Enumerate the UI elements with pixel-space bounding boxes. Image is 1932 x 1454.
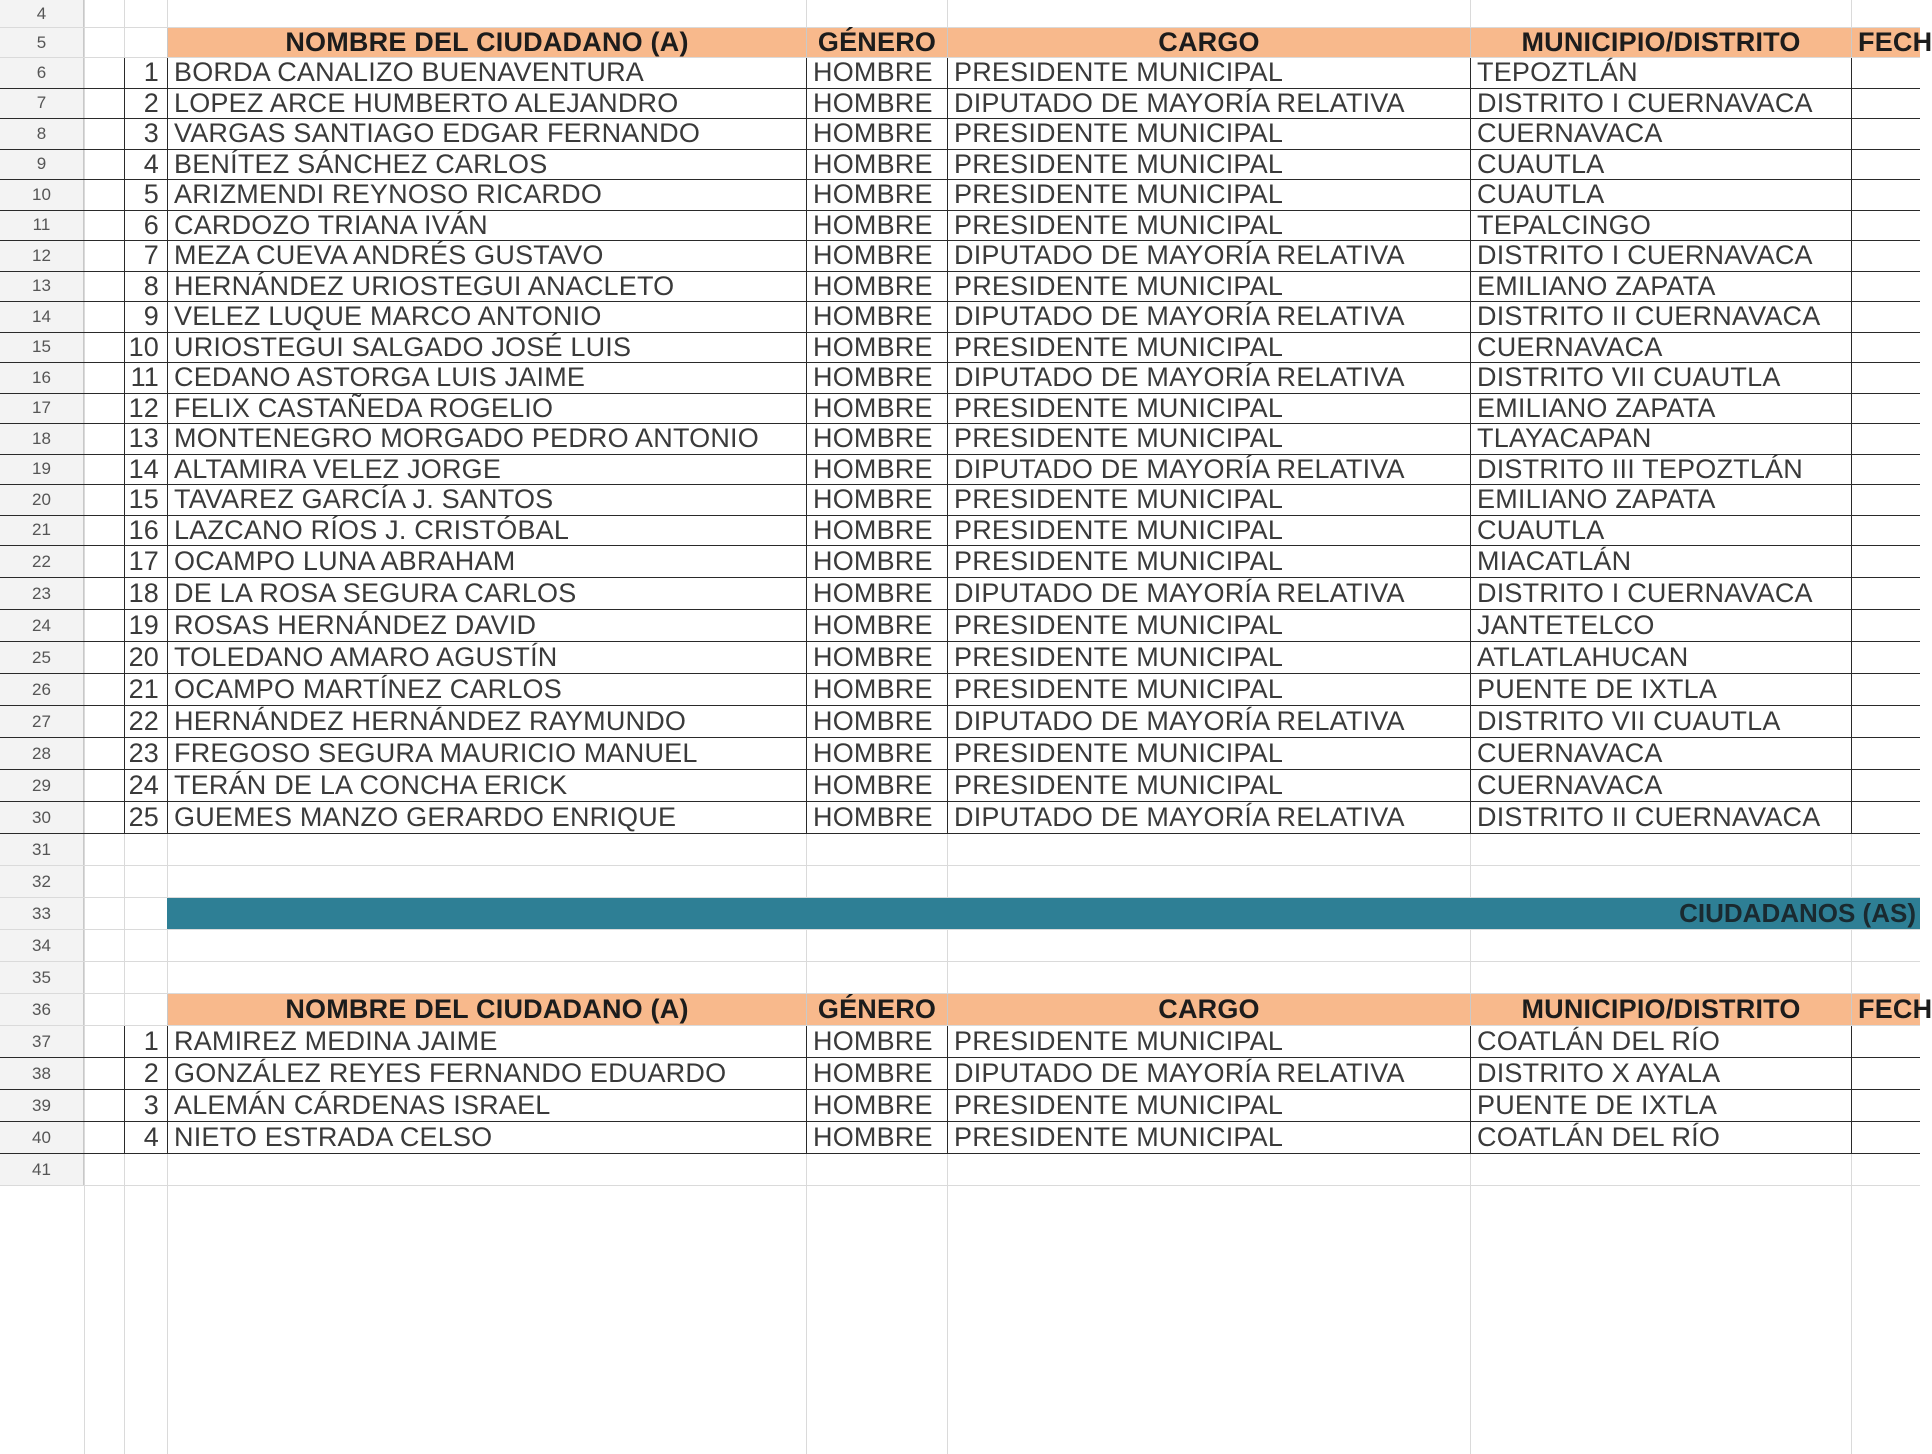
table-row: [0, 455, 1920, 486]
cell-cargo[interactable]: DIPUTADO DE MAYORÍA RELATIVA: [947, 89, 1470, 119]
row-number[interactable]: 23: [0, 578, 84, 609]
cell-municipio[interactable]: EMILIANO ZAPATA: [1470, 272, 1851, 302]
cell-name[interactable]: CARDOZO TRIANA IVÁN: [167, 211, 806, 241]
table-row: [0, 1122, 1920, 1154]
column-header-fecha[interactable]: FECH: [1851, 994, 1920, 1025]
cell-cargo[interactable]: DIPUTADO DE MAYORÍA RELATIVA: [947, 302, 1470, 332]
table-row: [0, 642, 1920, 674]
cell-cargo[interactable]: PRESIDENTE MUNICIPAL: [947, 738, 1470, 769]
table-row: [0, 1058, 1920, 1090]
cell-n[interactable]: 17: [124, 546, 167, 577]
cell-gender[interactable]: HOMBRE: [806, 272, 947, 302]
sheet-row: [0, 27, 1932, 58]
sheet-row: [0, 866, 1920, 898]
table-row: [0, 546, 1920, 578]
cell-fecha[interactable]: [1851, 1090, 1920, 1121]
cell-municipio[interactable]: CUAUTLA: [1470, 150, 1851, 180]
table-row: [0, 802, 1920, 834]
table-row: [0, 272, 1920, 303]
cell-name[interactable]: GONZÁLEZ REYES FERNANDO EDUARDO: [167, 1058, 806, 1089]
cell-gender[interactable]: HOMBRE: [806, 1122, 947, 1153]
cell-name[interactable]: NIETO ESTRADA CELSO: [167, 1122, 806, 1153]
cell-municipio[interactable]: DISTRITO I CUERNAVACA: [1470, 241, 1851, 271]
column-header-cargo[interactable]: CARGO: [947, 994, 1470, 1025]
cell-municipio[interactable]: PUENTE DE IXTLA: [1470, 1090, 1851, 1121]
cell-municipio[interactable]: CUERNAVACA: [1470, 333, 1851, 363]
cell-gender[interactable]: HOMBRE: [806, 424, 947, 454]
cell-cargo[interactable]: PRESIDENTE MUNICIPAL: [947, 333, 1470, 363]
cell-fecha[interactable]: [1851, 1058, 1920, 1089]
cell-n[interactable]: 3: [124, 1090, 167, 1121]
cell-n[interactable]: 22: [124, 706, 167, 737]
cell-n[interactable]: 7: [124, 241, 167, 271]
cell-cargo[interactable]: PRESIDENTE MUNICIPAL: [947, 211, 1470, 241]
row-number[interactable]: 18: [0, 424, 84, 454]
cell-cargo[interactable]: PRESIDENTE MUNICIPAL: [947, 770, 1470, 801]
cell-gender[interactable]: HOMBRE: [806, 211, 947, 241]
cell-n[interactable]: 9: [124, 302, 167, 332]
sheet-row: [0, 962, 1920, 994]
table-row: [0, 58, 1920, 89]
cell-fecha[interactable]: [1851, 272, 1920, 302]
cell-n[interactable]: 21: [124, 674, 167, 705]
row-number[interactable]: 28: [0, 738, 84, 769]
cell-n[interactable]: 3: [124, 119, 167, 149]
column-header-municipio[interactable]: MUNICIPIO/DISTRITO: [1470, 994, 1851, 1025]
column-header-fecha[interactable]: FECH: [1851, 28, 1920, 57]
cell-cargo[interactable]: PRESIDENTE MUNICIPAL: [947, 119, 1470, 149]
column-header-gender[interactable]: GÉNERO: [806, 994, 947, 1025]
cell-municipio[interactable]: DISTRITO II CUERNAVACA: [1470, 302, 1851, 332]
table-row: [0, 363, 1920, 394]
cell-name[interactable]: BORDA CANALIZO BUENAVENTURA: [167, 58, 806, 88]
sheet-row: [0, 0, 1920, 28]
cell-name[interactable]: OCAMPO LUNA ABRAHAM: [167, 546, 806, 577]
row-number[interactable]: 38: [0, 1058, 84, 1089]
table-row: [0, 578, 1920, 610]
cell-municipio[interactable]: MIACATLÁN: [1470, 546, 1851, 577]
cell-n[interactable]: 4: [124, 1122, 167, 1153]
row-number[interactable]: 17: [0, 394, 84, 424]
table-row: [0, 150, 1920, 181]
cell-name[interactable]: MEZA CUEVA ANDRÉS GUSTAVO: [167, 241, 806, 271]
cell-n[interactable]: 10: [124, 333, 167, 363]
cell-cargo[interactable]: PRESIDENTE MUNICIPAL: [947, 180, 1470, 210]
cell-municipio[interactable]: COATLÁN DEL RÍO: [1470, 1026, 1851, 1057]
cell-fecha[interactable]: [1851, 455, 1920, 485]
cell-gender[interactable]: HOMBRE: [806, 363, 947, 393]
cell-n[interactable]: 13: [124, 424, 167, 454]
cell-fecha[interactable]: [1851, 642, 1920, 673]
cell-gender[interactable]: HOMBRE: [806, 1090, 947, 1121]
cell-name[interactable]: FELIX CASTAÑEDA ROGELIO: [167, 394, 806, 424]
cell-fecha[interactable]: [1851, 674, 1920, 705]
cell-n[interactable]: 15: [124, 485, 167, 515]
cell-n[interactable]: 5: [124, 180, 167, 210]
cell-n[interactable]: 25: [124, 802, 167, 833]
row-number[interactable]: 6: [0, 58, 84, 88]
cell-fecha[interactable]: [1851, 241, 1920, 271]
cell-fecha[interactable]: [1851, 738, 1920, 769]
cell-fecha[interactable]: [1851, 1026, 1920, 1057]
row-number[interactable]: 27: [0, 706, 84, 737]
section-banner: CIUDADANOS (AS): [167, 898, 1920, 929]
row-number[interactable]: 26: [0, 674, 84, 705]
cell-cargo[interactable]: PRESIDENTE MUNICIPAL: [947, 150, 1470, 180]
column-header-name[interactable]: NOMBRE DEL CIUDADANO (A): [167, 994, 806, 1025]
cell-municipio[interactable]: CUERNAVACA: [1470, 119, 1851, 149]
cell-cargo[interactable]: DIPUTADO DE MAYORÍA RELATIVA: [947, 363, 1470, 393]
row-number[interactable]: 30: [0, 802, 84, 833]
cell-cargo[interactable]: DIPUTADO DE MAYORÍA RELATIVA: [947, 578, 1470, 609]
sheet-row: [0, 834, 1920, 866]
cell-gender[interactable]: HOMBRE: [806, 485, 947, 515]
cell-gender[interactable]: HOMBRE: [806, 119, 947, 149]
cell-fecha[interactable]: [1851, 424, 1920, 454]
column-header-gender[interactable]: GÉNERO: [806, 28, 947, 57]
cell-gender[interactable]: HOMBRE: [806, 642, 947, 673]
cell-cargo[interactable]: PRESIDENTE MUNICIPAL: [947, 1026, 1470, 1057]
cell-name[interactable]: RAMIREZ MEDINA JAIME: [167, 1026, 806, 1057]
cell-name[interactable]: LOPEZ ARCE HUMBERTO ALEJANDRO: [167, 89, 806, 119]
cell-cargo[interactable]: PRESIDENTE MUNICIPAL: [947, 272, 1470, 302]
row-number[interactable]: 41: [0, 1154, 84, 1185]
cell-name[interactable]: HERNÁNDEZ URIOSTEGUI ANACLETO: [167, 272, 806, 302]
row-number[interactable]: 5: [0, 28, 84, 57]
cell-gender[interactable]: HOMBRE: [806, 770, 947, 801]
cell-fecha[interactable]: [1851, 89, 1920, 119]
cell-fecha[interactable]: [1851, 119, 1920, 149]
cell-gender[interactable]: HOMBRE: [806, 578, 947, 609]
table-row: [0, 610, 1920, 642]
row-number[interactable]: 12: [0, 241, 84, 271]
cell-municipio[interactable]: EMILIANO ZAPATA: [1470, 394, 1851, 424]
cell-municipio[interactable]: DISTRITO III TEPOZTLÁN: [1470, 455, 1851, 485]
table-row: [0, 180, 1920, 211]
table-row: [0, 738, 1920, 770]
cell-n[interactable]: 18: [124, 578, 167, 609]
cell-municipio[interactable]: TEPALCINGO: [1470, 211, 1851, 241]
cell-name[interactable]: GUEMES MANZO GERARDO ENRIQUE: [167, 802, 806, 833]
cell-cargo[interactable]: PRESIDENTE MUNICIPAL: [947, 1122, 1470, 1153]
row-number[interactable]: 40: [0, 1122, 84, 1153]
cell-gender[interactable]: HOMBRE: [806, 150, 947, 180]
cell-n[interactable]: 14: [124, 455, 167, 485]
cell-name[interactable]: TOLEDANO AMARO AGUSTÍN: [167, 642, 806, 673]
cell-municipio[interactable]: EMILIANO ZAPATA: [1470, 485, 1851, 515]
row-number[interactable]: 25: [0, 642, 84, 673]
row-number[interactable]: 39: [0, 1090, 84, 1121]
row-number[interactable]: 22: [0, 546, 84, 577]
cell-cargo[interactable]: PRESIDENTE MUNICIPAL: [947, 58, 1470, 88]
cell-cargo[interactable]: PRESIDENTE MUNICIPAL: [947, 516, 1470, 546]
cell-name[interactable]: TERÁN DE LA CONCHA ERICK: [167, 770, 806, 801]
cell-municipio[interactable]: JANTETELCO: [1470, 610, 1851, 641]
cell-gender[interactable]: HOMBRE: [806, 1058, 947, 1089]
row-number[interactable]: 21: [0, 516, 84, 546]
cell-name[interactable]: OCAMPO MARTÍNEZ CARLOS: [167, 674, 806, 705]
row-number[interactable]: 19: [0, 455, 84, 485]
cell-name[interactable]: ALTAMIRA VELEZ JORGE: [167, 455, 806, 485]
table-row: [0, 706, 1920, 738]
row-number[interactable]: 4: [0, 0, 84, 27]
row-number[interactable]: 32: [0, 866, 84, 897]
cell-cargo[interactable]: DIPUTADO DE MAYORÍA RELATIVA: [947, 706, 1470, 737]
cell-name[interactable]: FREGOSO SEGURA MAURICIO MANUEL: [167, 738, 806, 769]
cell-n[interactable]: 1: [124, 1026, 167, 1057]
cell-cargo[interactable]: DIPUTADO DE MAYORÍA RELATIVA: [947, 802, 1470, 833]
table-row: [0, 674, 1920, 706]
cell-municipio[interactable]: TLAYACAPAN: [1470, 424, 1851, 454]
cell-n[interactable]: 6: [124, 211, 167, 241]
cell-n[interactable]: 19: [124, 610, 167, 641]
table-row: [0, 333, 1920, 364]
cell-n[interactable]: 16: [124, 516, 167, 546]
cell-name[interactable]: BENÍTEZ SÁNCHEZ CARLOS: [167, 150, 806, 180]
table-row: [0, 394, 1920, 425]
cell-cargo[interactable]: DIPUTADO DE MAYORÍA RELATIVA: [947, 241, 1470, 271]
cell-gender[interactable]: HOMBRE: [806, 1026, 947, 1057]
cell-gender[interactable]: HOMBRE: [806, 180, 947, 210]
cell-gender[interactable]: HOMBRE: [806, 455, 947, 485]
cell-n[interactable]: 1: [124, 58, 167, 88]
cell-name[interactable]: TAVAREZ GARCÍA J. SANTOS: [167, 485, 806, 515]
row-number[interactable]: 31: [0, 834, 84, 865]
cell-fecha[interactable]: [1851, 485, 1920, 515]
row-number[interactable]: 13: [0, 272, 84, 302]
cell-fecha[interactable]: [1851, 333, 1920, 363]
cell-municipio[interactable]: CUERNAVACA: [1470, 770, 1851, 801]
table-row: [0, 211, 1920, 242]
sheet-row: [0, 1154, 1920, 1186]
cell-municipio[interactable]: COATLÁN DEL RÍO: [1470, 1122, 1851, 1153]
cell-cargo[interactable]: PRESIDENTE MUNICIPAL: [947, 546, 1470, 577]
cell-gender[interactable]: HOMBRE: [806, 333, 947, 363]
cell-n[interactable]: 23: [124, 738, 167, 769]
cell-municipio[interactable]: DISTRITO VII CUAUTLA: [1470, 363, 1851, 393]
row-number[interactable]: 10: [0, 180, 84, 210]
table-row: [0, 302, 1920, 333]
cell-municipio[interactable]: CUAUTLA: [1470, 180, 1851, 210]
cell-fecha[interactable]: [1851, 610, 1920, 641]
table-row: [0, 485, 1920, 516]
cell-n[interactable]: 24: [124, 770, 167, 801]
cell-fecha[interactable]: [1851, 58, 1920, 88]
row-number[interactable]: 20: [0, 485, 84, 515]
cell-name[interactable]: MONTENEGRO MORGADO PEDRO ANTONIO: [167, 424, 806, 454]
cell-gender[interactable]: HOMBRE: [806, 302, 947, 332]
row-number[interactable]: 29: [0, 770, 84, 801]
column-header-name[interactable]: NOMBRE DEL CIUDADANO (A): [167, 28, 806, 57]
row-number[interactable]: 34: [0, 930, 84, 961]
cell-name[interactable]: VARGAS SANTIAGO EDGAR FERNANDO: [167, 119, 806, 149]
row-number[interactable]: 37: [0, 1026, 84, 1057]
cell-gender[interactable]: HOMBRE: [806, 516, 947, 546]
table-row: [0, 516, 1920, 547]
cell-cargo[interactable]: PRESIDENTE MUNICIPAL: [947, 424, 1470, 454]
cell-fecha[interactable]: [1851, 1122, 1920, 1153]
table-row: [0, 424, 1920, 455]
cell-municipio[interactable]: ATLATLAHUCAN: [1470, 642, 1851, 673]
row-number[interactable]: 14: [0, 302, 84, 332]
cell-fecha[interactable]: [1851, 211, 1920, 241]
row-number[interactable]: 7: [0, 89, 84, 119]
cell-name[interactable]: CEDANO ASTORGA LUIS JAIME: [167, 363, 806, 393]
cell-cargo[interactable]: DIPUTADO DE MAYORÍA RELATIVA: [947, 1058, 1470, 1089]
cell-n[interactable]: 11: [124, 363, 167, 393]
cell-cargo[interactable]: PRESIDENTE MUNICIPAL: [947, 485, 1470, 515]
cell-gender[interactable]: HOMBRE: [806, 241, 947, 271]
cell-gender[interactable]: HOMBRE: [806, 738, 947, 769]
cell-municipio[interactable]: DISTRITO X AYALA: [1470, 1058, 1851, 1089]
cell-fecha[interactable]: [1851, 180, 1920, 210]
cell-name[interactable]: LAZCANO RÍOS J. CRISTÓBAL: [167, 516, 806, 546]
row-number[interactable]: 36: [0, 994, 84, 1025]
cell-cargo[interactable]: PRESIDENTE MUNICIPAL: [947, 642, 1470, 673]
cell-name[interactable]: ROSAS HERNÁNDEZ DAVID: [167, 610, 806, 641]
cell-name[interactable]: HERNÁNDEZ HERNÁNDEZ RAYMUNDO: [167, 706, 806, 737]
cell-cargo[interactable]: PRESIDENTE MUNICIPAL: [947, 674, 1470, 705]
cell-cargo[interactable]: DIPUTADO DE MAYORÍA RELATIVA: [947, 455, 1470, 485]
cell-gender[interactable]: HOMBRE: [806, 802, 947, 833]
cell-n[interactable]: 8: [124, 272, 167, 302]
column-header-municipio[interactable]: MUNICIPIO/DISTRITO: [1470, 28, 1851, 57]
sheet-row: [0, 994, 1932, 1026]
table-row: [0, 89, 1920, 120]
cell-fecha[interactable]: [1851, 578, 1920, 609]
cell-gender[interactable]: HOMBRE: [806, 394, 947, 424]
table-row: [0, 770, 1920, 802]
cell-name[interactable]: ALEMÁN CÁRDENAS ISRAEL: [167, 1090, 806, 1121]
cell-fecha[interactable]: [1851, 150, 1920, 180]
cell-municipio[interactable]: CUAUTLA: [1470, 516, 1851, 546]
row-number[interactable]: 24: [0, 610, 84, 641]
cell-name[interactable]: URIOSTEGUI SALGADO JOSÉ LUIS: [167, 333, 806, 363]
cell-cargo[interactable]: PRESIDENTE MUNICIPAL: [947, 610, 1470, 641]
cell-gender[interactable]: HOMBRE: [806, 674, 947, 705]
cell-fecha[interactable]: [1851, 363, 1920, 393]
cell-municipio[interactable]: DISTRITO I CUERNAVACA: [1470, 89, 1851, 119]
cell-gender[interactable]: HOMBRE: [806, 706, 947, 737]
cell-name[interactable]: VELEZ LUQUE MARCO ANTONIO: [167, 302, 806, 332]
cell-fecha[interactable]: [1851, 302, 1920, 332]
cell-fecha[interactable]: [1851, 706, 1920, 737]
cell-cargo[interactable]: PRESIDENTE MUNICIPAL: [947, 1090, 1470, 1121]
row-number[interactable]: 8: [0, 119, 84, 149]
row-number[interactable]: 11: [0, 211, 84, 241]
cell-fecha[interactable]: [1851, 770, 1920, 801]
row-number[interactable]: 16: [0, 363, 84, 393]
cell-name[interactable]: ARIZMENDI REYNOSO RICARDO: [167, 180, 806, 210]
column-header-cargo[interactable]: CARGO: [947, 28, 1470, 57]
cell-fecha[interactable]: [1851, 546, 1920, 577]
row-number[interactable]: 9: [0, 150, 84, 180]
cell-fecha[interactable]: [1851, 802, 1920, 833]
cell-municipio[interactable]: DISTRITO VII CUAUTLA: [1470, 706, 1851, 737]
table-row: [0, 1090, 1920, 1122]
cell-cargo[interactable]: PRESIDENTE MUNICIPAL: [947, 394, 1470, 424]
cell-gender[interactable]: HOMBRE: [806, 89, 947, 119]
cell-municipio[interactable]: DISTRITO II CUERNAVACA: [1470, 802, 1851, 833]
cell-municipio[interactable]: TEPOZTLÁN: [1470, 58, 1851, 88]
cell-municipio[interactable]: CUERNAVACA: [1470, 738, 1851, 769]
cell-gender[interactable]: HOMBRE: [806, 546, 947, 577]
row-number[interactable]: 33: [0, 898, 84, 929]
cell-fecha[interactable]: [1851, 394, 1920, 424]
cell-n[interactable]: 4: [124, 150, 167, 180]
cell-gender[interactable]: HOMBRE: [806, 58, 947, 88]
cell-n[interactable]: 20: [124, 642, 167, 673]
cell-gender[interactable]: HOMBRE: [806, 610, 947, 641]
cell-municipio[interactable]: PUENTE DE IXTLA: [1470, 674, 1851, 705]
sheet-row: [0, 930, 1920, 962]
cell-n[interactable]: 2: [124, 1058, 167, 1089]
table-row: [0, 1026, 1920, 1058]
cell-municipio[interactable]: DISTRITO I CUERNAVACA: [1470, 578, 1851, 609]
cell-fecha[interactable]: [1851, 516, 1920, 546]
table-row: [0, 119, 1920, 150]
row-number[interactable]: 35: [0, 962, 84, 993]
sheet-row: [0, 898, 1920, 930]
cell-n[interactable]: 12: [124, 394, 167, 424]
table-row: [0, 241, 1920, 272]
cell-name[interactable]: DE LA ROSA SEGURA CARLOS: [167, 578, 806, 609]
row-number[interactable]: 15: [0, 333, 84, 363]
cell-n[interactable]: 2: [124, 89, 167, 119]
